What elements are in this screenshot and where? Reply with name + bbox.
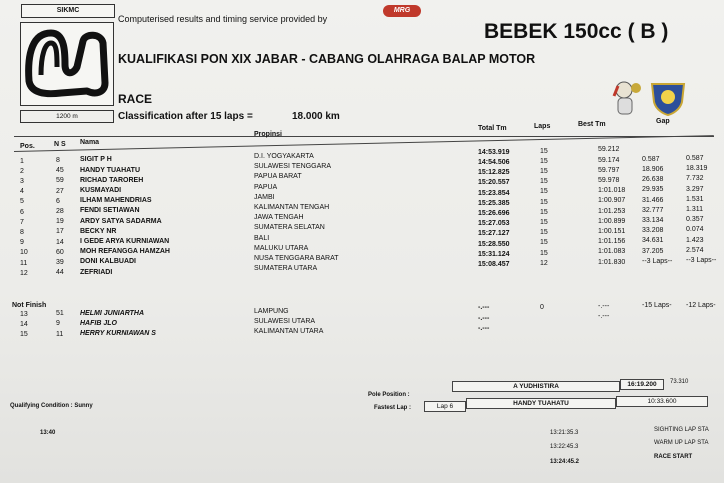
cell-best: 59.212 bbox=[598, 146, 620, 154]
cell-gap1: 0.587 bbox=[642, 155, 660, 163]
cell-laps: 12 bbox=[540, 259, 548, 267]
cell-ns: 14 bbox=[56, 238, 64, 246]
cell-ns: 27 bbox=[56, 187, 64, 195]
cell-best: 1:01.018 bbox=[598, 187, 626, 195]
race-start-time: 13:24:45.2 bbox=[550, 459, 580, 465]
cell-pos: 7 bbox=[20, 218, 24, 226]
cell-best: 1:01.253 bbox=[598, 207, 626, 215]
qualifying-condition: Qualifying Condition : Sunny bbox=[10, 403, 93, 409]
cell-laps: 15 bbox=[540, 218, 548, 226]
cell-best: 1:01.156 bbox=[598, 238, 626, 246]
cell-laps: 15 bbox=[540, 229, 548, 237]
cell-pos: 1 bbox=[20, 157, 24, 165]
fastest-lap-label: Fastest Lap : bbox=[374, 405, 412, 411]
pole-position-name: A YUDHISTIRA bbox=[452, 381, 620, 392]
cell-ns: 19 bbox=[56, 218, 64, 226]
provider-text: Computerised results and timing service provided by bbox=[118, 14, 328, 24]
cell-ns: 6 bbox=[56, 197, 60, 205]
cell-laps: 15 bbox=[540, 249, 548, 257]
cell-ns: 9 bbox=[56, 320, 60, 328]
cell-total: 15:23.854 bbox=[478, 189, 510, 197]
cell-name: KUSMAYADI bbox=[80, 187, 122, 195]
cell-prov: JAMBI bbox=[254, 193, 275, 201]
cell-total: 15:31.124 bbox=[478, 250, 510, 258]
cell-laps: 15 bbox=[540, 188, 548, 196]
cell-prov: NUSA TENGGARA BARAT bbox=[254, 255, 339, 263]
cell-gap2: 1.311 bbox=[686, 205, 703, 213]
fastest-lap-number: Lap 6 bbox=[424, 401, 466, 412]
cell-gap1: 34.631 bbox=[642, 237, 664, 245]
cell-pos: 3 bbox=[20, 178, 24, 186]
cell-ns: 28 bbox=[56, 207, 64, 215]
cell-prov: PAPUA bbox=[254, 183, 278, 191]
cell-prov: LAMPUNG bbox=[254, 307, 289, 315]
pole-position-extra: 73.310 bbox=[670, 379, 689, 385]
cell-ns: 59 bbox=[56, 177, 64, 185]
cell-ns: 60 bbox=[56, 248, 64, 256]
cell-total: 15:08.457 bbox=[478, 260, 510, 268]
cell-gap2: 7.732 bbox=[686, 175, 704, 183]
cell-gap2: 1.531 bbox=[686, 195, 704, 203]
cell-gap1: 37.205 bbox=[642, 247, 664, 255]
cell-prov: SUMATERA UTARA bbox=[254, 265, 318, 273]
cell-pos: 6 bbox=[20, 208, 24, 216]
cell-total: -.--- bbox=[478, 324, 490, 332]
not-finish-label: Not Finish bbox=[12, 302, 47, 309]
cell-pos: 8 bbox=[20, 229, 24, 237]
cell-gap2: -12 Laps- bbox=[686, 301, 716, 309]
cell-gap1: 33.208 bbox=[642, 227, 664, 235]
cell-total: 15:25.385 bbox=[478, 199, 510, 207]
sighting-time: 13:21:35.3 bbox=[550, 430, 579, 436]
footer-time-left: 13:40 bbox=[40, 430, 56, 436]
cell-pos: 13 bbox=[20, 310, 28, 318]
cell-pos: 4 bbox=[20, 188, 24, 196]
event-title: KUALIFIKASI PON XIX JABAR - CABANG OLAHRAGA BALAP MOTOR bbox=[118, 52, 536, 66]
cell-prov: SULAWESI TENGGARA bbox=[254, 163, 332, 171]
cell-gap2: 0.074 bbox=[686, 226, 704, 234]
cell-pos: 11 bbox=[20, 259, 28, 267]
pole-position-time: 16:19.200 bbox=[620, 379, 664, 390]
session-title: RACE bbox=[118, 92, 153, 106]
cell-gap1: 18.906 bbox=[642, 165, 664, 173]
cell-best: -.--- bbox=[598, 302, 610, 310]
cell-pos: 15 bbox=[20, 331, 28, 339]
cell-ns: 39 bbox=[56, 258, 64, 266]
race-start-label: RACE START bbox=[654, 454, 693, 460]
cell-pos: 2 bbox=[20, 167, 24, 175]
cell-total: 15:28.550 bbox=[478, 240, 510, 248]
cell-name: HAFIB JLO bbox=[80, 320, 117, 328]
col-total-tm: Total Tm bbox=[478, 125, 507, 132]
cell-name: I GEDE ARYA KURNIAWAN bbox=[80, 238, 170, 246]
cell-name: BECKY NR bbox=[80, 227, 117, 235]
cell-pos: 12 bbox=[20, 269, 28, 277]
cell-best: 59.797 bbox=[598, 166, 620, 174]
cell-best: 1:00.907 bbox=[598, 197, 626, 205]
cell-gap2: 1.423 bbox=[686, 236, 704, 244]
cell-best: 1:01.083 bbox=[598, 248, 626, 256]
class-title: BEBEK 150cc ( B ) bbox=[484, 20, 669, 43]
cell-name: HELMI JUNIARTHA bbox=[80, 309, 145, 317]
cell-gap1: 33.134 bbox=[642, 216, 664, 224]
cell-total: 15:12.825 bbox=[478, 169, 510, 177]
cell-ns: 11 bbox=[56, 330, 64, 338]
cell-name: ZEFRIADI bbox=[80, 268, 113, 276]
cell-name: HANDY TUAHATU bbox=[80, 166, 141, 174]
cell-gap1: 26.638 bbox=[642, 176, 664, 184]
cell-name: DONI KALBUADI bbox=[80, 258, 136, 266]
pon-mascot-icon bbox=[612, 78, 644, 120]
federation-shield-icon bbox=[648, 80, 688, 116]
col-pos: Pos. bbox=[20, 143, 35, 150]
cell-prov: SULAWESI UTARA bbox=[254, 317, 316, 325]
classification-label: Classification after 15 laps = bbox=[118, 111, 253, 122]
col-nama: Nama bbox=[80, 139, 100, 146]
cell-gap2: 0.587 bbox=[686, 154, 704, 162]
warmup-lap-label: WARM UP LAP STA bbox=[654, 440, 709, 446]
cell-ns: 8 bbox=[56, 156, 60, 164]
cell-prov: D.I. YOGYAKARTA bbox=[254, 153, 314, 161]
cell-gap2: --3 Laps-- bbox=[686, 256, 717, 264]
cell-total: 15:20.557 bbox=[478, 179, 510, 187]
cell-name: FENDI SETIAWAN bbox=[80, 207, 140, 215]
cell-gap2: 18.319 bbox=[686, 165, 708, 173]
circuit-logo bbox=[20, 7, 114, 106]
cell-pos: 14 bbox=[20, 320, 28, 328]
cell-gap2: 3.297 bbox=[686, 185, 704, 193]
col-ns: N S bbox=[54, 141, 66, 148]
sighting-lap-label: SIGHTING LAP STA bbox=[654, 427, 709, 433]
fastest-lap-name: HANDY TUAHATU bbox=[466, 398, 616, 409]
cell-gap2: 2.574 bbox=[686, 246, 704, 254]
classification-distance: 18.000 km bbox=[292, 111, 340, 122]
cell-prov: MALUKU UTARA bbox=[254, 244, 309, 252]
cell-gap1: 29.935 bbox=[642, 186, 664, 194]
cell-best: 59.174 bbox=[598, 156, 620, 164]
col-laps: Laps bbox=[534, 123, 551, 130]
cell-laps: 15 bbox=[540, 178, 548, 186]
cell-gap1: 32.777 bbox=[642, 206, 664, 214]
col-gap: Gap bbox=[656, 118, 670, 125]
cell-gap1: 31.466 bbox=[642, 196, 664, 204]
cell-total: 14:53.919 bbox=[478, 148, 510, 156]
cell-laps: 15 bbox=[540, 167, 548, 175]
col-best-tm: Best Tm bbox=[578, 121, 606, 128]
cell-laps: 15 bbox=[540, 208, 548, 216]
cell-best: -.--- bbox=[598, 312, 610, 320]
cell-best: 59.978 bbox=[598, 177, 620, 185]
pole-position-label: Pole Position : bbox=[368, 392, 410, 398]
col-propinsi: Propinsi bbox=[254, 131, 283, 138]
fastest-lap-time: 10:33.600 bbox=[616, 396, 708, 407]
cell-total: 15:27.127 bbox=[478, 230, 510, 238]
cell-ns: 45 bbox=[56, 167, 64, 175]
cell-best: 1:00.151 bbox=[598, 228, 626, 236]
cell-total: 15:26.696 bbox=[478, 209, 510, 217]
cell-best: 1:00.899 bbox=[598, 217, 626, 225]
warmup-time: 13:22:45.3 bbox=[550, 444, 579, 450]
cell-laps: 15 bbox=[540, 239, 548, 247]
cell-prov: SUMATERA SELATAN bbox=[254, 224, 325, 232]
circuit-code: SIKMC bbox=[21, 4, 115, 18]
cell-name: ILHAM MAHENDRIAS bbox=[80, 197, 152, 205]
cell-gap2: 0.357 bbox=[686, 216, 704, 224]
cell-gap1: --3 Laps-- bbox=[642, 257, 673, 265]
cell-gap1: -15 Laps- bbox=[642, 302, 672, 310]
cell-pos: 10 bbox=[20, 249, 28, 257]
cell-name: HERRY KURNIAWAN S bbox=[80, 330, 156, 338]
track-length: 1200 m bbox=[20, 110, 114, 123]
provider-logo: MRG bbox=[383, 5, 421, 17]
cell-best: 1:01.830 bbox=[598, 258, 626, 266]
cell-ns: 44 bbox=[56, 269, 64, 277]
cell-laps: 0 bbox=[540, 303, 544, 311]
cell-ns: 51 bbox=[56, 310, 64, 318]
cell-pos: 9 bbox=[20, 239, 24, 247]
cell-name: MOH REFANGGA HAMZAH bbox=[80, 248, 170, 256]
cell-pos: 5 bbox=[20, 198, 24, 206]
cell-laps: 15 bbox=[540, 198, 548, 206]
cell-total: 14:54.506 bbox=[478, 158, 510, 166]
cell-total: -.--- bbox=[478, 304, 490, 312]
cell-prov: BALI bbox=[254, 234, 270, 242]
cell-laps: 15 bbox=[540, 157, 548, 165]
cell-prov: PAPUA BARAT bbox=[254, 173, 302, 181]
cell-name: SIGIT P H bbox=[80, 156, 112, 164]
cell-name: ARDY SATYA SADARMA bbox=[80, 217, 162, 225]
cell-name: RICHAD TAROREH bbox=[80, 176, 144, 184]
circuit-map-icon bbox=[21, 23, 113, 105]
cell-prov: KALIMANTAN UTARA bbox=[254, 327, 324, 335]
cell-ns: 17 bbox=[56, 228, 64, 236]
cell-total: 15:27.053 bbox=[478, 220, 510, 228]
cell-total: -.--- bbox=[478, 314, 490, 322]
cell-prov: JAWA TENGAH bbox=[254, 214, 304, 222]
cell-laps: 15 bbox=[540, 147, 548, 155]
cell-prov: KALIMANTAN TENGAH bbox=[254, 204, 330, 212]
